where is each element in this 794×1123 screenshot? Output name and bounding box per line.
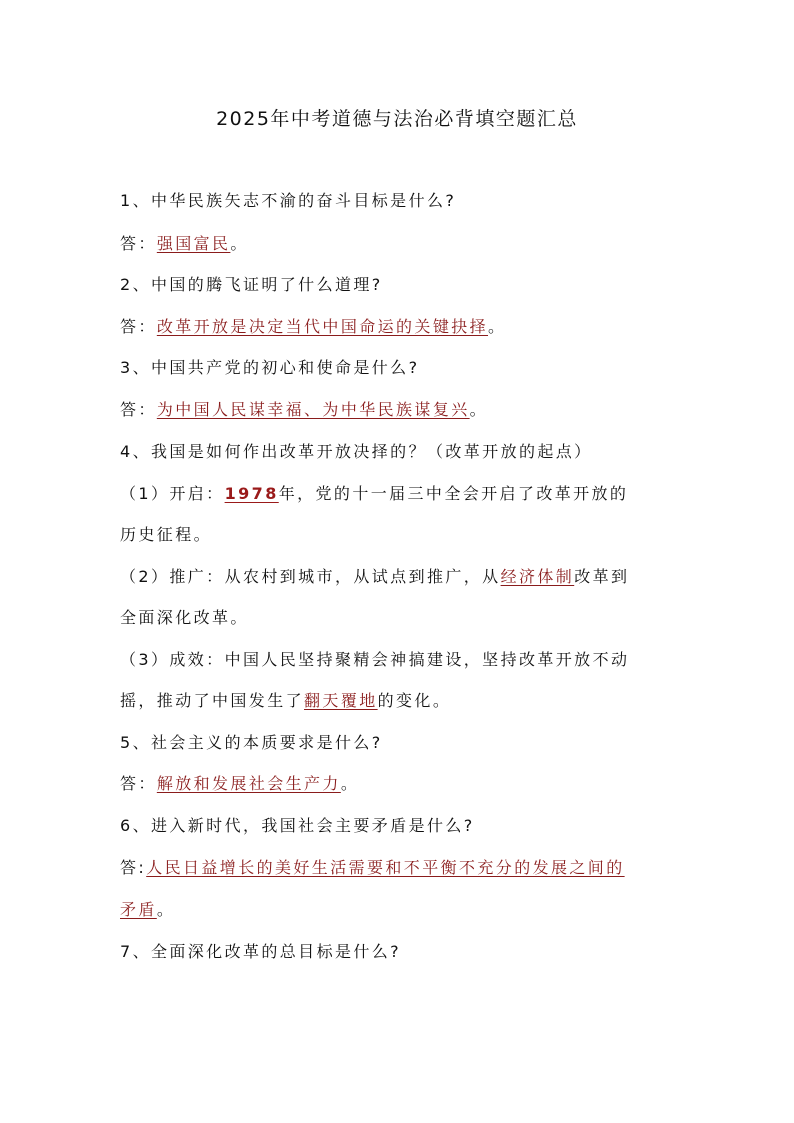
question-4-item-2 (120, 567, 629, 587)
answer-label: 答： (120, 774, 157, 793)
punctuation: 。 (156, 900, 176, 919)
answer-6-text-line2: 矛盾 (120, 900, 157, 919)
answer-label: 答： (120, 234, 157, 253)
item-text: （2）推广：从农村到城市，从试点到推广，从 (120, 567, 501, 586)
question-4-item-3: （3）成效：中国人民坚持聚精会神搞建设，坚持改革开放不动 (120, 650, 630, 669)
question-1: 1、中华民族矢志不渝的奋斗目标是什么? (120, 191, 457, 210)
punctuation: 。 (230, 234, 249, 253)
answer-2 (120, 317, 506, 337)
item-text: 改革到 (574, 567, 630, 586)
question-4-item-3-cont (120, 691, 451, 711)
question-4-item-1-cont: 历史征程。 (120, 525, 213, 544)
question-5: 5、社会主义的本质要求是什么? (120, 733, 383, 752)
answer-earth-shaking: 翻天覆地 (304, 691, 378, 710)
answer-5-text: 解放和发展社会生产力 (156, 774, 341, 793)
question-4: 4、我国是如何作出改革开放决择的？（改革开放的起点） (120, 442, 593, 461)
question-2: 2、中国的腾飞证明了什么道理? (120, 275, 383, 294)
answer-5 (120, 774, 359, 794)
answer-year: 1978 (224, 484, 279, 503)
punctuation: 。 (488, 317, 507, 336)
answer-2-text: 改革开放是决定当代中国命运的关键抉择 (156, 317, 489, 336)
item-label: （1）开启： (120, 484, 225, 503)
answer-economic-system: 经济体制 (500, 567, 575, 586)
answer-6 (120, 858, 625, 878)
item-text: 年，党的十一届三中全会开启了改革开放的 (278, 484, 629, 503)
punctuation: 。 (340, 774, 360, 793)
answer-6-cont (120, 900, 175, 920)
answer-label: 答： (120, 400, 157, 419)
question-3: 3、中国共产党的初心和使命是什么? (120, 358, 420, 377)
punctuation: 。 (469, 400, 489, 419)
answer-3-text: 为中国人民谋幸福、为中华民族谋复兴 (156, 400, 470, 419)
item-text: 摇，推动了中国发生了 (120, 691, 305, 710)
answer-6-text-line1: 人民日益增长的美好生活需要和不平衡不充分的发展之间的 (146, 858, 625, 877)
answer-1-text: 强国富民 (156, 234, 231, 253)
answer-label: 答： (120, 317, 157, 336)
question-4-item-2-cont: 全面深化改革。 (120, 608, 249, 627)
page-title: 2025年中考道德与法治必背填空题汇总 (216, 108, 578, 130)
question-4-item-1 (120, 484, 628, 504)
answer-label: 答: (120, 858, 147, 877)
item-text: 的变化。 (377, 691, 452, 710)
question-7: 7、全面深化改革的总目标是什么? (120, 942, 402, 961)
answer-3 (120, 400, 488, 420)
answer-1 (120, 234, 249, 254)
question-6: 6、进入新时代，我国社会主要矛盾是什么? (120, 816, 475, 835)
